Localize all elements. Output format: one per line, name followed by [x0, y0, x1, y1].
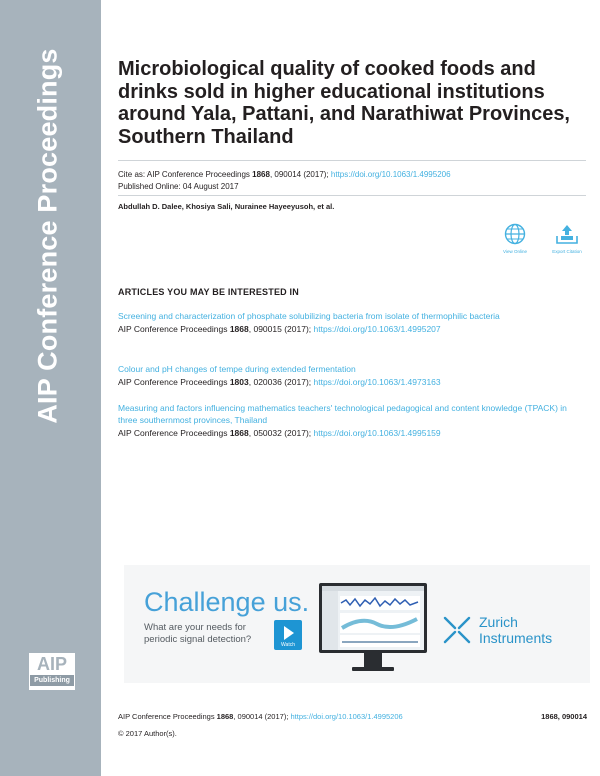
logo-bottom-text: Publishing	[30, 675, 74, 686]
view-online-label: View Online	[503, 249, 527, 254]
monitor-image	[319, 583, 427, 653]
related-article	[118, 402, 588, 439]
related-journal: AIP Conference Proceedings	[118, 377, 230, 387]
divider	[118, 195, 586, 196]
export-icon	[555, 223, 579, 245]
related-journal: AIP Conference Proceedings	[118, 428, 230, 438]
article-title: Microbiological quality of cooked foods and drinks sold in higher educational institutions around Yala, Pattani, and Narathiwat Provinces, Southern Thailand	[118, 58, 570, 148]
cite-rest: , 090014 (2017);	[269, 170, 331, 179]
citation-line	[118, 169, 451, 180]
signal-plot-graphic	[322, 586, 424, 650]
related-rest: , 050032 (2017);	[248, 428, 314, 438]
related-article	[118, 363, 588, 388]
view-online-button[interactable]	[495, 223, 535, 254]
related-volume: 1868	[229, 428, 249, 438]
published-date: Published Online: 04 August 2017	[118, 182, 239, 191]
article-doi-link[interactable]: https://doi.org/10.1063/1.4995206	[330, 170, 451, 179]
related-doi-link[interactable]: https://doi.org/10.1063/1.4973163	[313, 377, 441, 387]
footer-volume: 1868	[216, 712, 234, 721]
monitor-stand	[364, 653, 382, 667]
related-volume: 1803	[229, 377, 249, 387]
brand-line: Zurich	[479, 614, 518, 630]
cite-volume: 1868	[252, 170, 270, 179]
related-article-citation	[118, 323, 588, 335]
advertisement-banner[interactable]	[124, 565, 590, 683]
export-citation-button[interactable]	[547, 223, 587, 254]
footer-doi-link[interactable]: https://doi.org/10.1063/1.4995206	[290, 712, 403, 721]
brand-line: Instruments	[479, 630, 553, 646]
related-article-citation	[118, 376, 588, 388]
related-heading: ARTICLES YOU MAY BE INTERESTED IN	[118, 287, 299, 297]
related-volume: 1868	[229, 324, 249, 334]
related-article-title[interactable]: Colour and pH changes of tempe during extended fermentation	[118, 364, 356, 374]
footer-journal: AIP Conference Proceedings	[118, 712, 217, 721]
related-journal: AIP Conference Proceedings	[118, 324, 230, 334]
footer-rest: , 090014 (2017);	[233, 712, 291, 721]
related-doi-link[interactable]: https://doi.org/10.1063/1.4995159	[313, 428, 441, 438]
watch-label: Watch	[281, 642, 295, 648]
related-rest: , 020036 (2017);	[248, 377, 314, 387]
monitor-screen	[322, 586, 424, 650]
related-rest: , 090015 (2017);	[248, 324, 314, 334]
zurich-instruments-brand	[479, 614, 552, 646]
globe-icon	[504, 223, 526, 245]
ad-subline: periodic signal detection?	[144, 634, 252, 645]
related-article-citation	[118, 427, 588, 439]
related-article-title[interactable]: Screening and characterization of phosphate solubilizing bacteria from isolate of thermophilic bacteria	[118, 311, 500, 321]
related-article	[118, 310, 588, 335]
sidebar	[0, 0, 101, 776]
ad-subline: What are your needs for	[144, 622, 246, 633]
related-doi-link[interactable]: https://doi.org/10.1063/1.4995207	[313, 324, 441, 334]
logo-top-text: AIP	[36, 654, 67, 674]
aip-publishing-logo[interactable]	[29, 653, 75, 690]
related-article-title[interactable]: Measuring and factors influencing mathematics teachers' technological pedagogical and content knowledge (TPACK) in three southernmost provinces, Thailand	[118, 403, 567, 425]
export-citation-label: Export Citation	[552, 249, 582, 254]
zurich-instruments-logo-icon	[442, 615, 472, 645]
ad-headline: Challenge us.	[144, 587, 310, 617]
play-icon	[284, 626, 294, 640]
authors: Abdullah D. Dalee, Khosiya Sali, Nurainee Hayeeyusoh, et al.	[118, 202, 335, 211]
journal-name: AIP Conference Proceedings	[32, 48, 63, 424]
watch-button[interactable]	[274, 620, 302, 650]
footer-page-number: 1868, 090014	[541, 712, 587, 721]
cite-prefix: Cite as: AIP Conference Proceedings	[118, 170, 253, 179]
copyright: © 2017 Author(s).	[118, 729, 177, 738]
monitor-base	[352, 667, 394, 671]
divider	[118, 160, 586, 161]
footer-citation	[118, 712, 403, 722]
